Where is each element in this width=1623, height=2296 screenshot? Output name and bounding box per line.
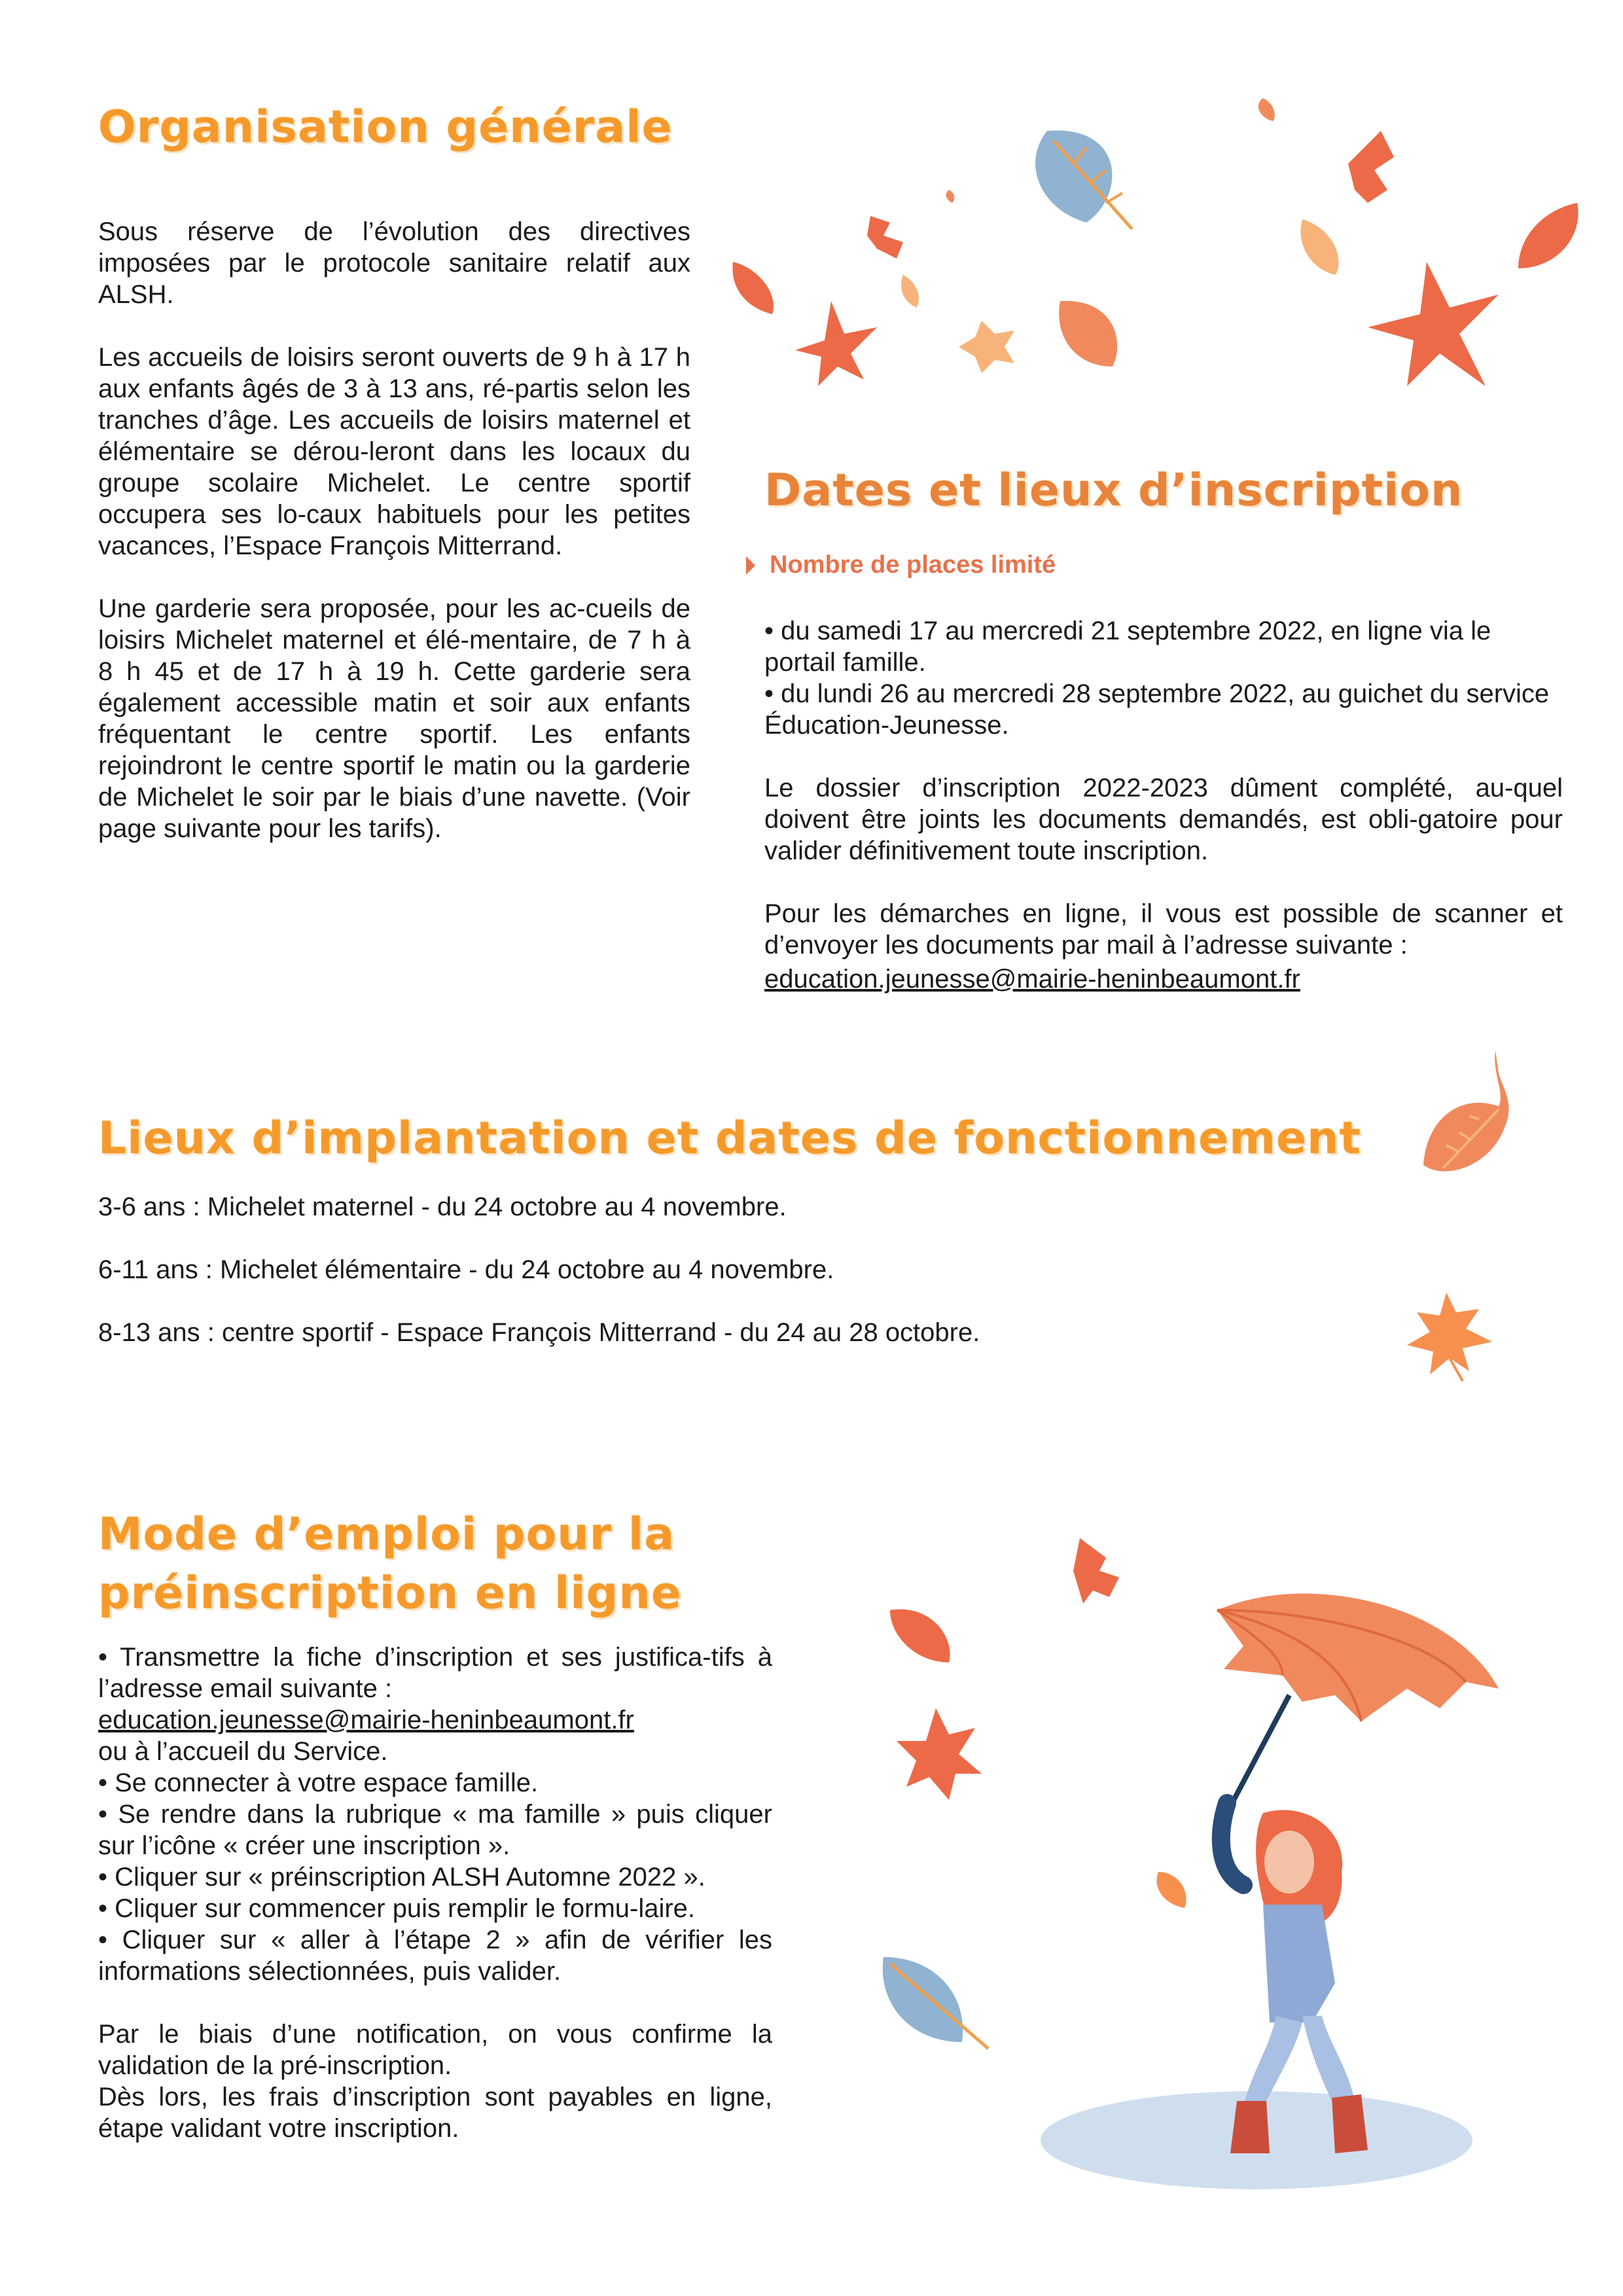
heading-line: préinscription en ligne xyxy=(98,1568,682,1619)
leaf-icon xyxy=(901,275,919,308)
location-line: 6-11 ans : Michelet élémentaire - du 24 octobre au 4 novembre. xyxy=(98,1255,834,1284)
list-item: ou à l’accueil du Service. xyxy=(98,1737,388,1766)
girl-boot xyxy=(1230,2101,1270,2153)
leaf-icon xyxy=(946,190,954,203)
leaf-icon xyxy=(897,1708,982,1800)
leaf-icon xyxy=(1407,1047,1538,1191)
leaf-icon xyxy=(1300,219,1338,275)
heading-lieux-implantation: Lieux d’implantation et dates de fonctionnement xyxy=(98,1113,1362,1164)
paragraph: Une garderie sera proposée, pour les ac-cueils de loisirs Michelet maternel et élé-mentaire, de 7 h à 8 h 45 et de 17 h à 19 h. Cette garderie sera également accessible matin et soir aux enfants fréquentant le centre sportif. Les enfants rejoindront le centre sportif le matin ou la garderie de Michelet le soir par le biais d’une navette. (Voir page suivante pour les tarifs). xyxy=(98,594,690,843)
list-item: • du lundi 26 au mercredi 28 septembre 2022, au guichet du service Éducation-Jeunesse. xyxy=(764,679,1550,740)
paragraph: Dès lors, les frais d’inscription sont payables en ligne, étape validant votre inscription. xyxy=(98,2083,772,2143)
girl-dress xyxy=(1263,1905,1335,2022)
paragraph: Les accueils de loisirs seront ouverts de 9 h à 17 h aux enfants âgés de 3 à 13 ans, ré-partis selon les tranches d’âge. Les accueils de loisirs maternel et élémentaire se dérou-leront dans les locaux du groupe scolaire Michelet. Le centre sportif occupera ses lo-caux habituels pour les petites vacances, l’Espace François Mitterrand. xyxy=(98,343,690,560)
leaf-icon xyxy=(890,1609,950,1662)
umbrella-handle xyxy=(1230,1695,1289,1806)
heading-organisation-generale: Organisation générale xyxy=(98,101,673,153)
email-link[interactable]: education.jeunesse@mairie-heninbeaumont.fr xyxy=(764,965,1300,994)
paragraph: Par le biais d’une notification, on vous confirme la validation de la pré-inscription. xyxy=(98,2020,772,2080)
girl-arm xyxy=(1221,1803,1243,1885)
location-line: 3-6 ans : Michelet maternel - du 24 octobre au 4 novembre. xyxy=(98,1193,787,1221)
list-item: • Se connecter à votre espace famille. xyxy=(98,1768,539,1797)
email-link[interactable]: education.jeunesse@mairie-heninbeaumont.fr xyxy=(98,1706,634,1734)
heading-line: Mode d’emploi pour la xyxy=(98,1509,675,1560)
leaf-icon xyxy=(1368,262,1499,386)
heading-dates-lieux-inscription: Dates et lieux d’inscription xyxy=(764,465,1463,516)
paragraph: Sous réserve de l’évolution des directives imposées par le protocole sanitaire relatif aux ALSH. xyxy=(98,217,690,309)
heading-mode-emploi xyxy=(98,1505,682,1623)
section-implantation-lines xyxy=(98,1191,1342,1348)
list-item: • Cliquer sur « aller à l’étape 2 » afin de vérifier les informations sélectionnées, puis valider. xyxy=(98,1926,772,1986)
section-inscription-text xyxy=(764,615,1563,995)
paragraph: Le dossier d’inscription 2022-2023 dûment complété, au-quel doivent être joints les documents demandés, est obli-gatoire pour valider définitivement toute inscription. xyxy=(764,774,1563,865)
leaf-icon xyxy=(1156,1872,1186,1908)
list-item: • Transmettre la fiche d’inscription et ses justifica-tifs à l’adresse email suivante : xyxy=(98,1643,772,1703)
leaf-icon xyxy=(1035,130,1132,229)
list-item: • Cliquer sur « préinscription ALSH Automne 2022 ». xyxy=(98,1863,705,1892)
list-item: • Se rendre dans la rubrique « ma famille » puis cliquer sur l’icône « créer une inscription ». xyxy=(98,1800,772,1860)
paragraph: Pour les démarches en ligne, il vous est possible de scanner et d’envoyer les documents par mail à l’adresse suivante : xyxy=(764,899,1563,960)
list-item: • du samedi 17 au mercredi 21 septembre 2022, en ligne via le portail famille. xyxy=(764,617,1491,677)
leaf-icon xyxy=(795,301,877,386)
location-line: 8-13 ans : centre sportif - Espace François Mitterrand - du 24 au 28 octobre. xyxy=(98,1318,980,1347)
umbrella-girl-illustration xyxy=(851,1505,1571,2291)
maple-leaf-icon xyxy=(1400,1289,1499,1381)
leaf-icon xyxy=(959,321,1014,373)
autumn-leaves-cluster xyxy=(0,0,1623,458)
subtitle-text: Nombre de places limité xyxy=(770,551,1056,579)
leaf-icon xyxy=(732,262,774,314)
leaf-icon xyxy=(1059,301,1117,367)
section-mode-emploi-text xyxy=(98,1641,772,2144)
leaf-icon xyxy=(867,216,903,259)
leaf-icon xyxy=(1348,131,1394,203)
girl-face xyxy=(1264,1831,1314,1893)
list-item: • Cliquer sur commencer puis remplir le formu-laire. xyxy=(98,1894,696,1923)
subtitle-places-limitees xyxy=(746,551,1056,579)
leaf-icon xyxy=(883,1957,963,2042)
leaf-icon xyxy=(1518,203,1578,268)
triangle-bullet-icon xyxy=(746,556,755,575)
leaf-icon xyxy=(1073,1538,1119,1604)
leaf-icon xyxy=(1258,98,1275,121)
